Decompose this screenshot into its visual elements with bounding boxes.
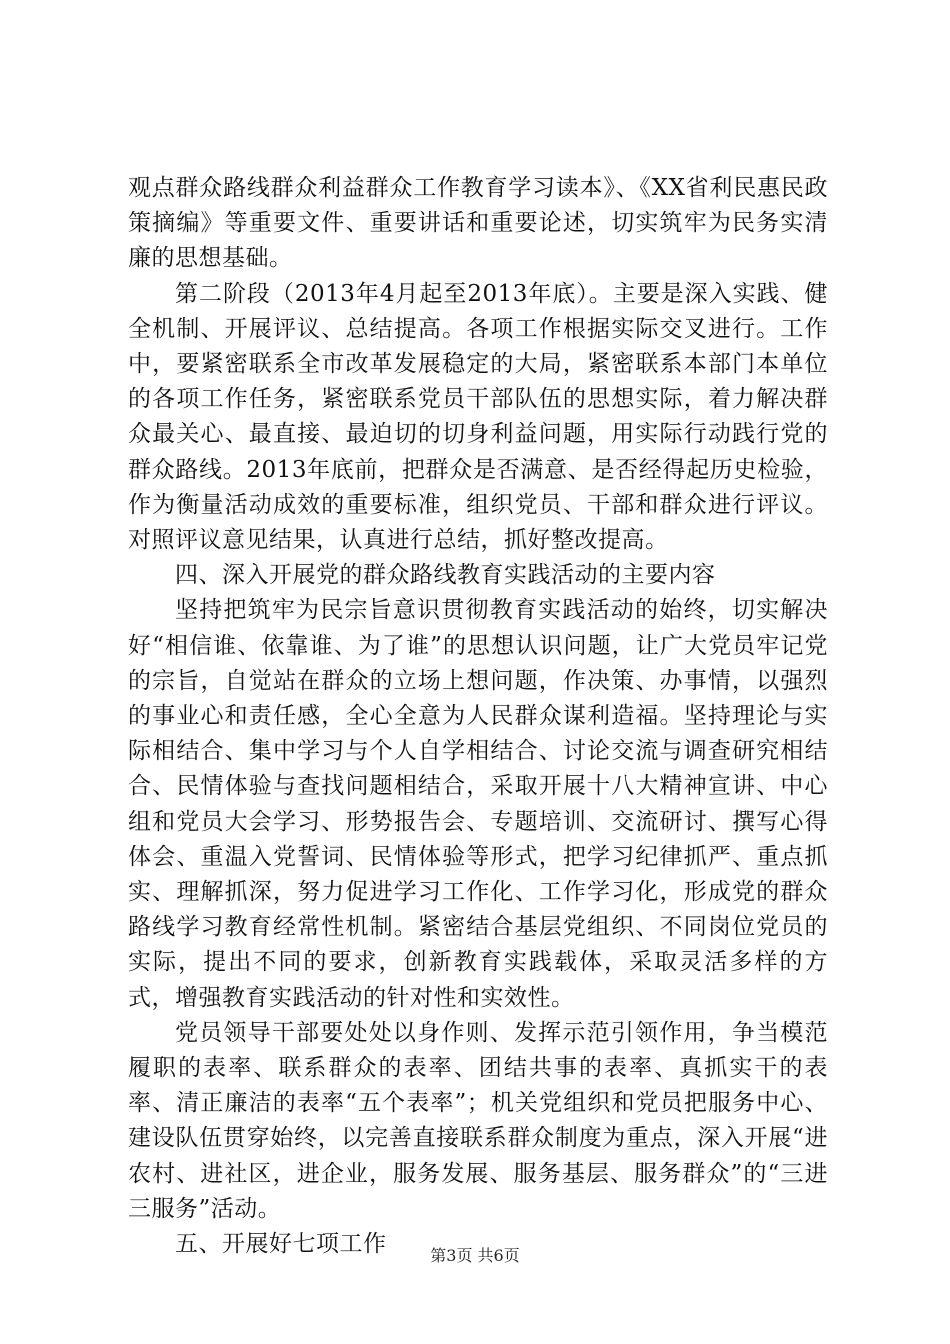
paragraph-main-content-body: 坚持把筑牢为民宗旨意识贯彻教育实践活动的始终，切实解决好“相信谁、依靠谁、为了谁”的思想认识问题，让广大党员牢记党的宗旨，自觉站在群众的立场上想问题，作决策、办事情，以强烈的事业心和责任感，全心全意为人民群众谋利造福。坚持理论与实际相结合、集中学习与个人自学相结合、讨论交流与调查研究相结合、民情体验与查找问题相结合，采取开展十八大精神宣讲、中心组和党员大会学习、形势报告会、专题培训、交流研讨、撰写心得体会、重温入党誓词、民情体验等形式，把学习纪律抓严、重点抓实、理解抓深，努力促进学习工作化、工作学习化，形成党的群众路线学习教育经常性机制。紧密结合基层党组织、不同岗位党员的实际，提出不同的要求，创新教育实践载体，采取灵活多样的方式，增强教育实践活动的针对性和实效性。 xyxy=(128,597,828,1011)
page-footer: 第3页 共6页 xyxy=(430,1246,520,1265)
document-body xyxy=(128,171,828,1262)
paragraph-second-stage: 第二阶段（2013年4月起至2013年底）。主要是深入实践、健全机制、开展评议、总结提高。各项工作根据实际交叉进行。工作中，要紧密联系全市改革发展稳定的大局，紧密联系本部门本单位的各项工作任务，紧密联系党员干部队伍的思想实际，着力解决群众最关心、最直接、最迫切的切身利益问题，用实际行动践行党的群众路线。2013年底前，把群众是否满意、是否经得起历史检验，作为衡量活动成效的重要标准，组织党员、干部和群众进行评议。对照评议意见结果，认真进行总结，抓好整改提高。 xyxy=(128,280,828,554)
section-heading-main-content: 四、深入开展党的群众路线教育实践活动的主要内容 xyxy=(175,562,716,589)
section-heading-seven-tasks: 五、开展好七项工作 xyxy=(175,1231,387,1258)
paragraph-continued-reading-list: 观点群众路线群众利益群众工作教育学习读本》、《XX省利民惠民政策摘编》等重要文件、重要讲话和重要论述，切实筑牢为民务实清廉的思想基础。 xyxy=(128,175,828,272)
paragraph-party-leaders: 党员领导干部要处处以身作则、发挥示范引领作用，争当模范履职的表率、联系群众的表率、团结共事的表率、真抓实干的表率、清正廉洁的表率“五个表率”；机关党组织和党员把服务中心、建设队伍贯穿始终，以完善直接联系群众制度为重点，深入开展“进农村、进社区，进企业，服务发展、服务基层、服务群众”的“三进三服务”活动。 xyxy=(128,1019,828,1222)
